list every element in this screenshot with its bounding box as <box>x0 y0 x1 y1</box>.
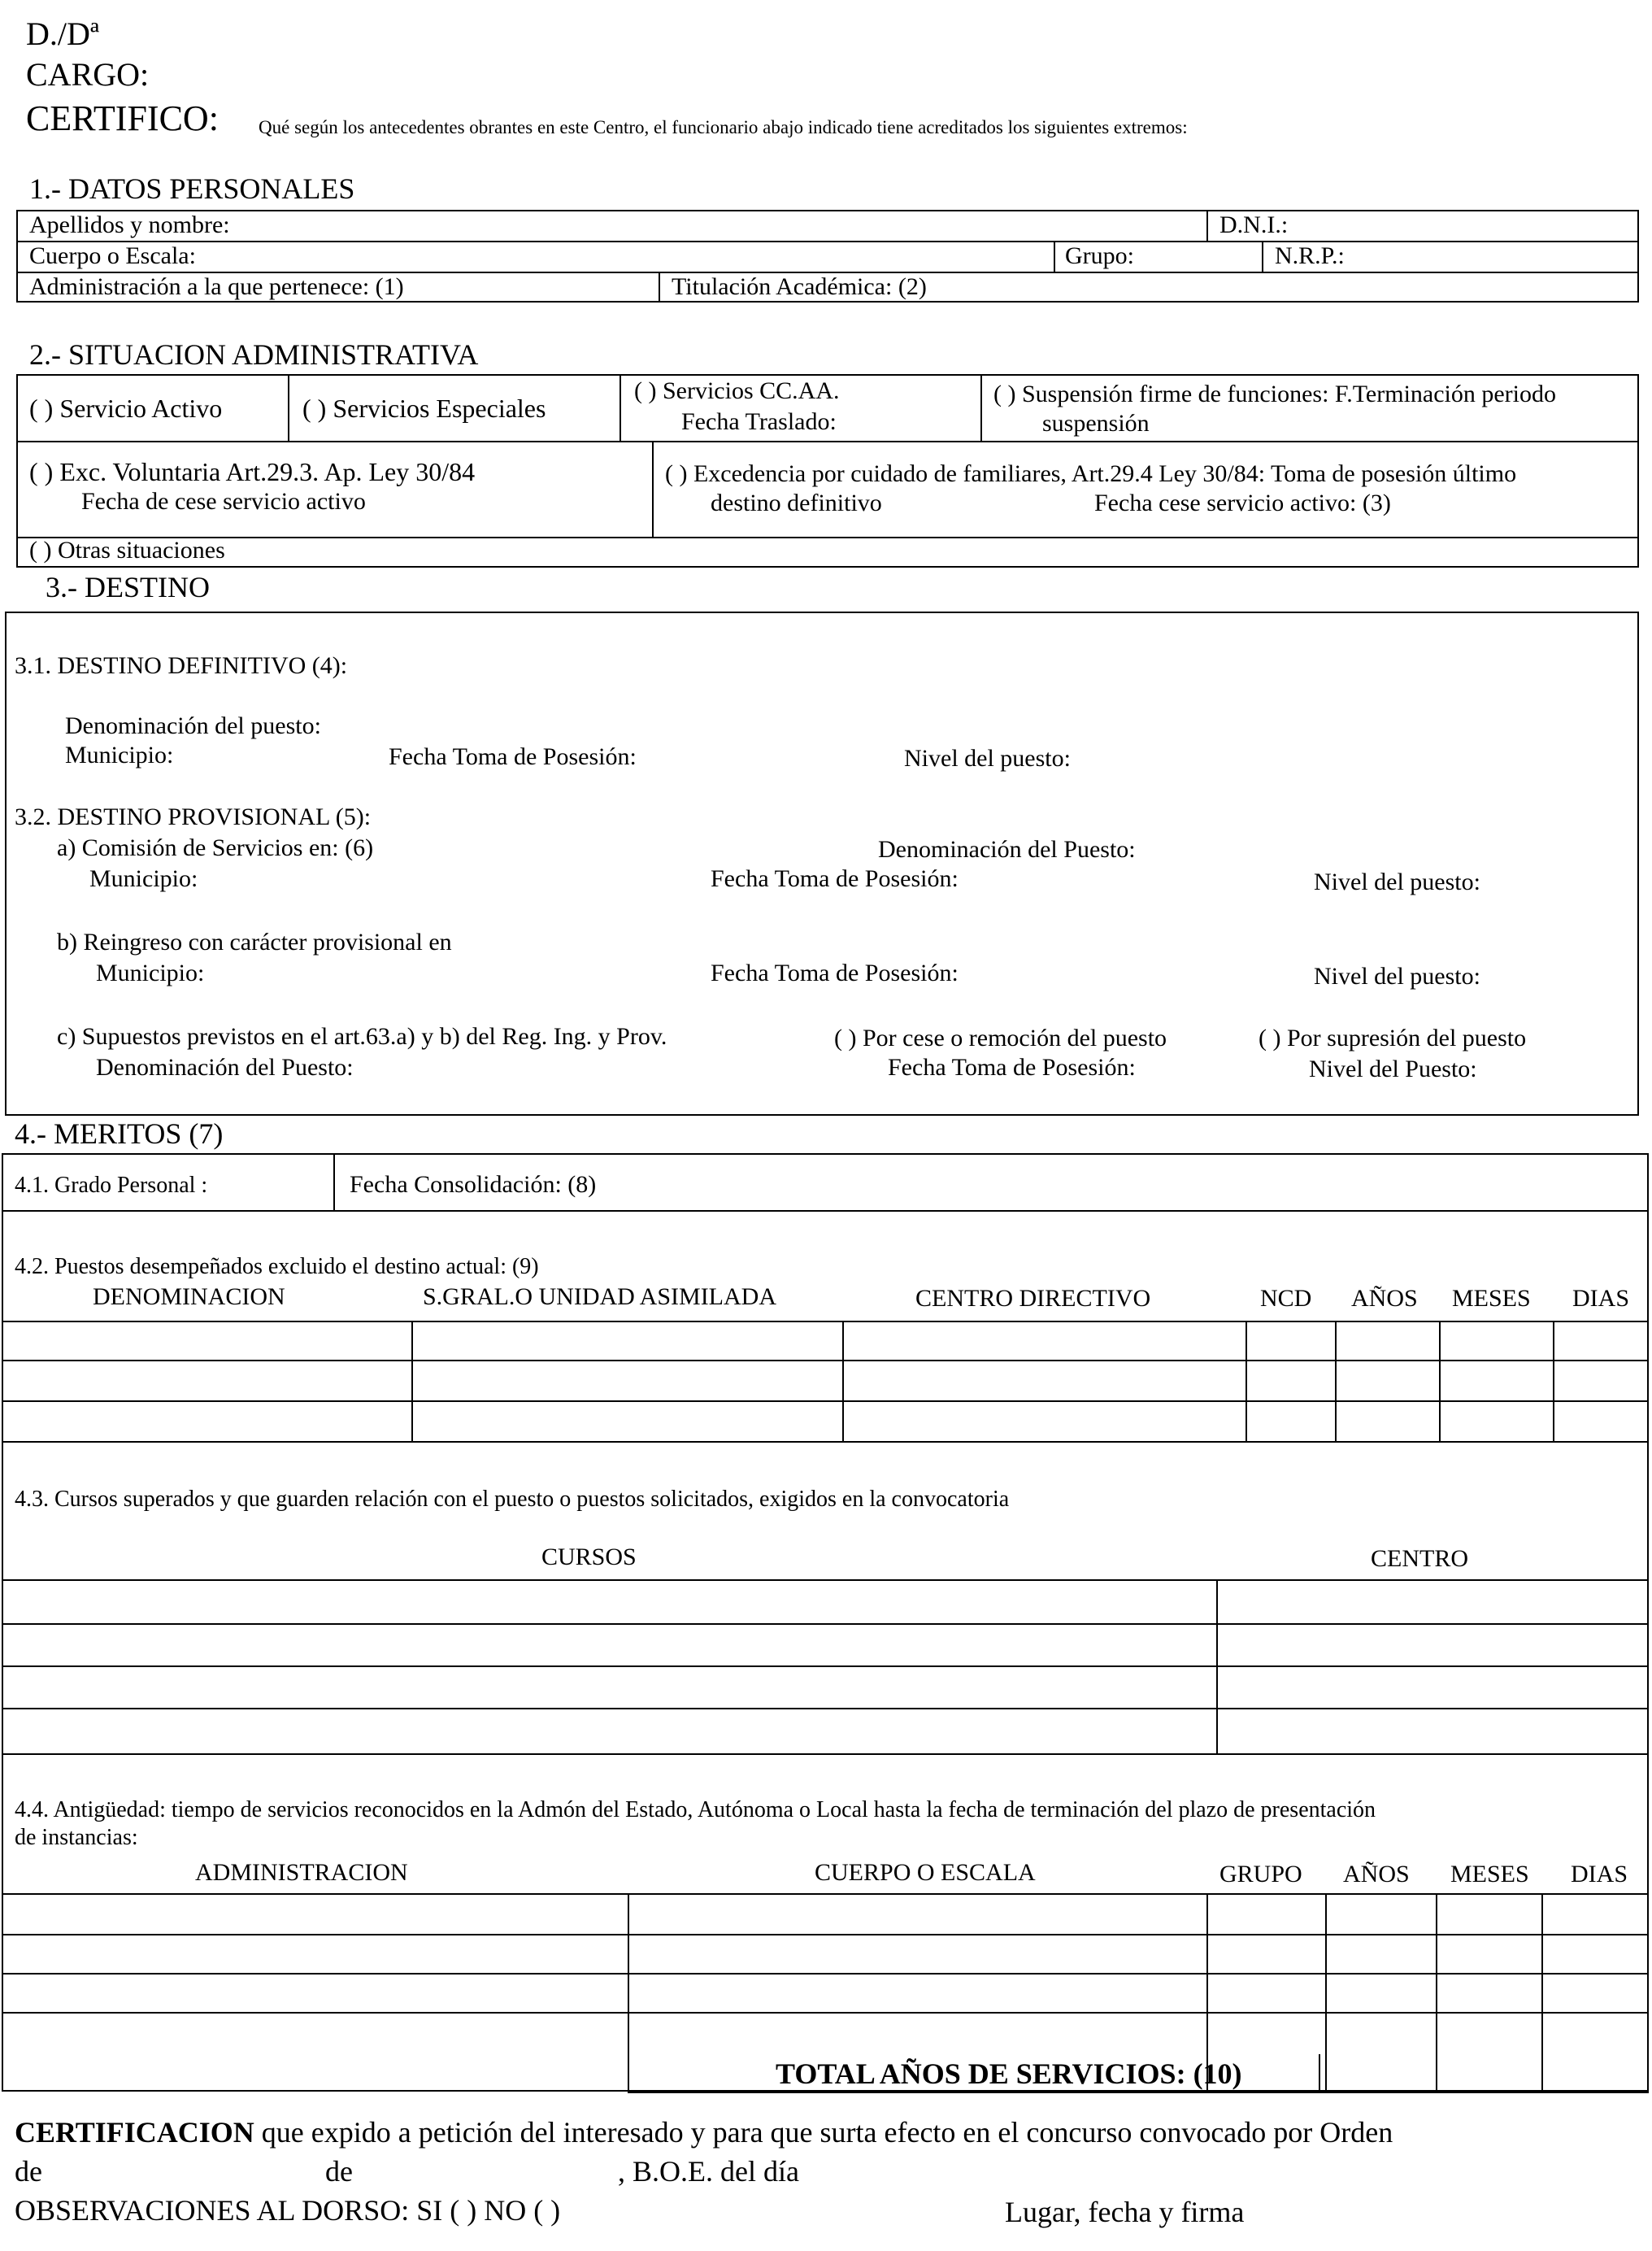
b-nivel-field[interactable]: Nivel del puesto: <box>1314 963 1480 990</box>
fecha-traslado-label: Fecha Traslado: <box>681 408 837 435</box>
b-municipio-field[interactable]: Municipio: <box>96 960 205 986</box>
col-anos-2: AÑOS <box>1343 1861 1410 1887</box>
col-meses-2: MESES <box>1450 1861 1529 1887</box>
def-denominacion-field[interactable]: Denominación del puesto: <box>65 712 321 739</box>
suspension-option[interactable]: ( ) Suspensión firme de funciones: F.Terminación periodo <box>993 381 1557 407</box>
col-anos: AÑOS <box>1351 1285 1418 1312</box>
de-label-1: de <box>15 2155 42 2188</box>
col-sgral: S.GRAL.O UNIDAD ASIMILADA <box>423 1283 776 1310</box>
observaciones-line[interactable]: OBSERVACIONES AL DORSO: SI ( ) NO ( ) <box>15 2194 561 2227</box>
fecha-cese-label: Fecha de cese servicio activo <box>81 488 366 515</box>
def-fecha-field[interactable]: Fecha Toma de Posesión: <box>389 743 637 770</box>
servicios-especiales-option[interactable]: ( ) Servicios Especiales <box>302 394 546 423</box>
section-3-title: 3.- DESTINO <box>46 571 210 603</box>
destino-definitivo-label: destino definitivo <box>711 490 882 516</box>
def-municipio-field[interactable]: Municipio: <box>65 742 174 768</box>
col-administracion: ADMINISTRACION <box>195 1859 408 1886</box>
a-nivel-field[interactable]: Nivel del puesto: <box>1314 869 1480 895</box>
a-fecha-field[interactable]: Fecha Toma de Posesión: <box>711 865 959 892</box>
destino-provisional-title: 3.2. DESTINO PROVISIONAL (5): <box>15 803 372 830</box>
lugar-fecha-firma: Lugar, fecha y firma <box>1005 2196 1245 2228</box>
a-municipio-field[interactable]: Municipio: <box>89 865 198 892</box>
certificacion-bold: CERTIFICACION <box>15 2116 254 2149</box>
servicios-ccaa-option[interactable]: ( ) Servicios CC.AA. <box>634 377 840 404</box>
cargo-label: CARGO: <box>26 56 150 93</box>
comision-servicios-label: a) Comisión de Servicios en: (6) <box>57 834 374 861</box>
section-4-title: 4.- MERITOS (7) <box>15 1117 224 1150</box>
administracion-field[interactable]: Administración a la que pertenece: (1) <box>29 273 404 300</box>
de-label-2: de <box>325 2155 353 2188</box>
col-dias-2: DIAS <box>1571 1861 1628 1887</box>
destino-definitivo-title: 3.1. DESTINO DEFINITIVO (4): <box>15 652 348 679</box>
puestos-title: 4.2. Puestos desempeñados excluido el destino actual: (9) <box>15 1254 539 1279</box>
col-dias: DIAS <box>1572 1285 1630 1312</box>
dd-label: D./Dª <box>26 15 99 52</box>
c-fecha-field[interactable]: Fecha Toma de Posesión: <box>888 1054 1136 1081</box>
total-anos-label: TOTAL AÑOS DE SERVICIOS: (10) <box>776 2057 1242 2090</box>
certifico-label: CERTIFICO: <box>26 98 219 138</box>
certificacion-line <box>15 2118 1393 2147</box>
certifico-text: Qué según los antecedentes obrantes en este Centro, el funcionario abajo indicado tiene acreditados los siguientes extremos: <box>259 117 1188 137</box>
excedencia-familiares-option[interactable]: ( ) Excedencia por cuidado de familiares, Art.29.4 Ley 30/84: Toma de posesión último <box>665 460 1517 487</box>
section-1-title: 1.- DATOS PERSONALES <box>29 172 355 205</box>
apellidos-field[interactable]: Apellidos y nombre: <box>29 211 230 238</box>
boe-label: , B.O.E. del día <box>618 2155 799 2188</box>
supresion-puesto-option[interactable]: ( ) Por supresión del puesto <box>1259 1025 1527 1051</box>
section-2-title: 2.- SITUACION ADMINISTRATIVA <box>29 338 479 371</box>
suspension-label-2: suspensión <box>1042 410 1150 437</box>
col-cursos: CURSOS <box>541 1543 637 1570</box>
fecha-cese-3-label: Fecha cese servicio activo: (3) <box>1094 490 1391 516</box>
grupo-field[interactable]: Grupo: <box>1065 242 1134 269</box>
cursos-title: 4.3. Cursos superados y que guarden relación con el puesto o puestos solicitados, exigidos en la convocatoria <box>15 1487 1010 1512</box>
otras-situaciones-option[interactable]: ( ) Otras situaciones <box>29 537 225 564</box>
b-fecha-field[interactable]: Fecha Toma de Posesión: <box>711 960 959 986</box>
cuerpo-field[interactable]: Cuerpo o Escala: <box>29 242 196 269</box>
exc-voluntaria-option[interactable]: ( ) Exc. Voluntaria Art.29.3. Ap. Ley 30/84 <box>29 457 476 486</box>
certificacion-text: que expido a petición del interesado y para que surta efecto en el concurso convocado por Orden <box>261 2116 1393 2149</box>
def-nivel-field[interactable]: Nivel del puesto: <box>904 745 1071 772</box>
col-centro-directivo: CENTRO DIRECTIVO <box>915 1285 1151 1312</box>
reingreso-label: b) Reingreso con carácter provisional en <box>57 929 452 956</box>
dni-field[interactable]: D.N.I.: <box>1219 211 1289 238</box>
col-meses: MESES <box>1452 1285 1531 1312</box>
col-cuerpo-escala: CUERPO O ESCALA <box>815 1859 1036 1886</box>
nrp-field[interactable]: N.R.P.: <box>1275 242 1345 269</box>
cese-remocion-option[interactable]: ( ) Por cese o remoción del puesto <box>834 1025 1167 1051</box>
titulacion-field[interactable]: Titulación Académica: (2) <box>672 273 927 300</box>
c-nivel-field[interactable]: Nivel del Puesto: <box>1309 1056 1477 1082</box>
col-denominacion: DENOMINACION <box>93 1283 285 1310</box>
grado-personal-field[interactable]: 4.1. Grado Personal : <box>15 1173 208 1198</box>
fecha-consolidacion-field[interactable]: Fecha Consolidación: (8) <box>350 1171 597 1198</box>
antiguedad-title-1: 4.4. Antigüedad: tiempo de servicios reconocidos en la Admón del Estado, Autónoma o Local hasta la fecha de terminación del plazo de presentación <box>15 1797 1376 1822</box>
servicio-activo-option[interactable]: ( ) Servicio Activo <box>29 394 223 423</box>
col-grupo: GRUPO <box>1219 1861 1302 1887</box>
col-ncd: NCD <box>1260 1285 1312 1312</box>
antiguedad-title-2: de instancias: <box>15 1825 138 1850</box>
col-centro: CENTRO <box>1371 1545 1468 1572</box>
a-denominacion-field[interactable]: Denominación del Puesto: <box>878 836 1136 863</box>
c-denominacion-field[interactable]: Denominación del Puesto: <box>96 1054 354 1081</box>
supuestos-label: c) Supuestos previstos en el art.63.a) y b) del Reg. Ing. y Prov. <box>57 1023 667 1050</box>
